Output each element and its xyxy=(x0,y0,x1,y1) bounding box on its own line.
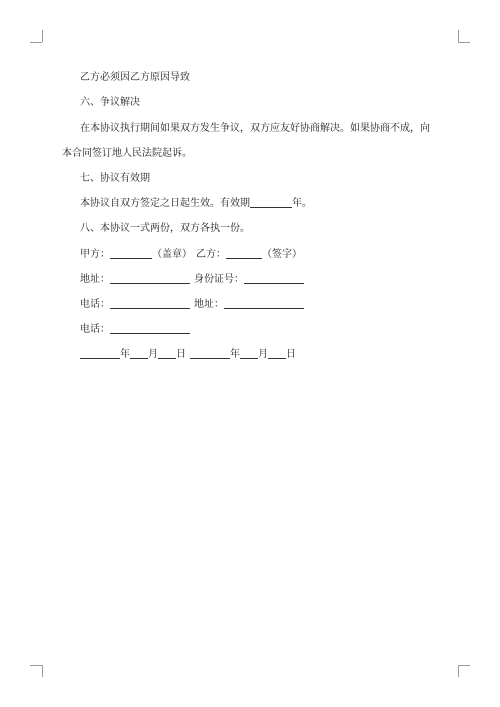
address-label: 地址： xyxy=(80,274,110,285)
validity-years-blank[interactable] xyxy=(250,197,292,208)
phone-label: 电话： xyxy=(80,299,110,310)
year-blank[interactable] xyxy=(80,348,120,359)
party-a-blank[interactable] xyxy=(110,248,152,259)
year-label: 年 xyxy=(120,349,130,360)
address2-blank[interactable] xyxy=(224,298,304,309)
section-heading-dispute: 六、争议解决 xyxy=(80,97,140,108)
signature-row-phone2 xyxy=(80,323,190,337)
phone2-blank[interactable] xyxy=(110,323,190,334)
section-heading-validity: 七、协议有效期 xyxy=(80,173,150,184)
id-number-label: 身份证号： xyxy=(194,274,244,285)
paragraph-line: 在本协议执行期间如果双方发生争议，双方应友好协商解决。如果协商不成，向 xyxy=(80,123,430,134)
section-heading-copies: 八、本协议一式两份，双方各执一份。 xyxy=(80,223,250,234)
month2-label: 月 xyxy=(258,349,268,360)
year2-blank[interactable] xyxy=(190,348,230,359)
day2-blank[interactable] xyxy=(268,348,286,359)
validity-line xyxy=(80,197,312,211)
party-a-label: 甲方： xyxy=(80,249,110,260)
id-number-blank[interactable] xyxy=(244,273,304,284)
signature-row-dates xyxy=(80,348,296,362)
paragraph-line: 本合同签订地人民法院起诉。 xyxy=(62,148,192,159)
month2-blank[interactable] xyxy=(240,348,258,359)
year2-label: 年 xyxy=(230,349,240,360)
address2-label: 地址： xyxy=(194,299,224,310)
month-label: 月 xyxy=(148,349,158,360)
phone2-label: 电话： xyxy=(80,324,110,335)
signature-row-phone xyxy=(80,298,304,312)
phone-blank[interactable] xyxy=(110,298,190,309)
validity-text: 本协议自双方签定之日起生效。有效期 xyxy=(80,198,250,209)
sign-label: （签字） xyxy=(262,249,302,260)
signature-row-address xyxy=(80,273,304,287)
day-label: 日 xyxy=(176,349,186,360)
month-blank[interactable] xyxy=(130,348,148,359)
validity-year-unit: 年。 xyxy=(292,198,312,209)
address-blank[interactable] xyxy=(110,273,190,284)
seal-label: （盖章） xyxy=(152,249,192,260)
day2-label: 日 xyxy=(286,349,296,360)
signature-row-parties xyxy=(80,248,302,262)
paragraph-line: 乙方必须因乙方原因导致 xyxy=(80,72,190,83)
party-b-label: 乙方： xyxy=(196,249,226,260)
day-blank[interactable] xyxy=(158,348,176,359)
party-b-blank[interactable] xyxy=(226,248,262,259)
